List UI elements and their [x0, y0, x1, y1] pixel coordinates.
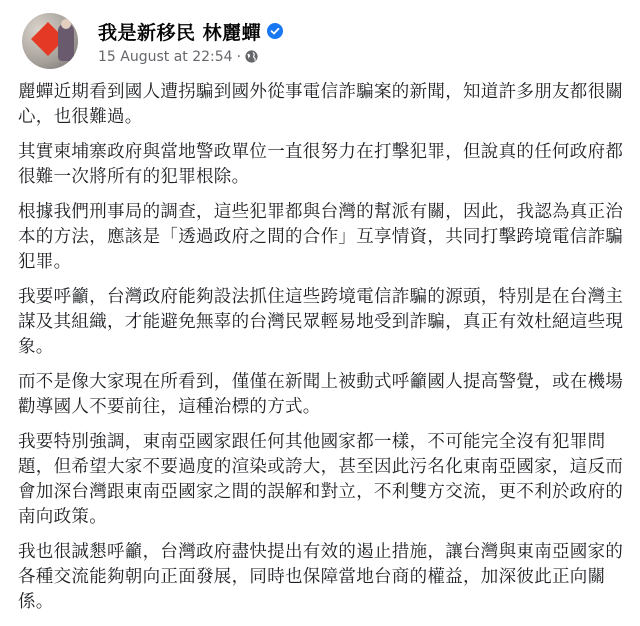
globe-icon[interactable] — [245, 50, 258, 63]
post-meta — [98, 18, 283, 65]
post-paragraph: 其實柬埔寨政府與當地警政單位一直很努力在打擊犯罪，但說真的任何政府都很難一次將所有的犯罪根除。 — [18, 142, 624, 187]
author-row — [98, 18, 283, 45]
author-name[interactable]: 我是新移民 林麗蟬 — [98, 21, 262, 44]
post-timestamp[interactable]: 15 August at 22:54 — [98, 48, 233, 65]
post-paragraph: 我要特別強調，東南亞國家跟任何其他國家都一樣，不可能完全沒有犯罪問題，但希望大家不要過度的渲染或誇大，甚至因此污名化東南亞國家，這反而會加深台灣跟東南亞國家之間的誤解和對立，不利雙方交流，更不利於政府的南向政策。 — [18, 432, 624, 527]
separator-dot: · — [236, 48, 242, 65]
avatar[interactable] — [22, 13, 78, 69]
avatar-face — [61, 19, 71, 29]
post-paragraph: 我也很誠懇呼籲，台灣政府盡快提出有效的遏止措施，讓台灣與東南亞國家的各種交流能夠朝向正面發展，同時也保障當地台商的權益，加深彼此正向關係。 — [18, 542, 624, 612]
post-paragraph: 根據我們刑事局的調查，這些犯罪都與台灣的幫派有關，因此，我認為真正治本的方法，應該是「透過政府之間的合作」互享情資，共同打擊跨境電信詐騙犯罪。 — [18, 202, 624, 272]
verified-badge-icon — [267, 23, 283, 39]
post-body — [18, 80, 628, 625]
post-header — [22, 13, 283, 69]
post-subline — [98, 49, 283, 65]
post-paragraph: 而不是像大家現在所看到，僅僅在新聞上被動式呼籲國人提高警覺，或在機場勸導國人不要前往，這種治標的方式。 — [18, 372, 624, 417]
post-paragraph: 麗蟬近期看到國人遭拐騙到國外從事電信詐騙案的新聞，知道許多朋友都很關心，也很難過。 — [18, 82, 624, 127]
post-paragraph: 我要呼籲，台灣政府能夠設法抓住這些跨境電信詐騙的源頭，特別是在台灣主謀及其組織，才能避免無辜的台灣民眾輕易地受到詐騙，真正有效杜絕這些現象。 — [18, 287, 624, 357]
